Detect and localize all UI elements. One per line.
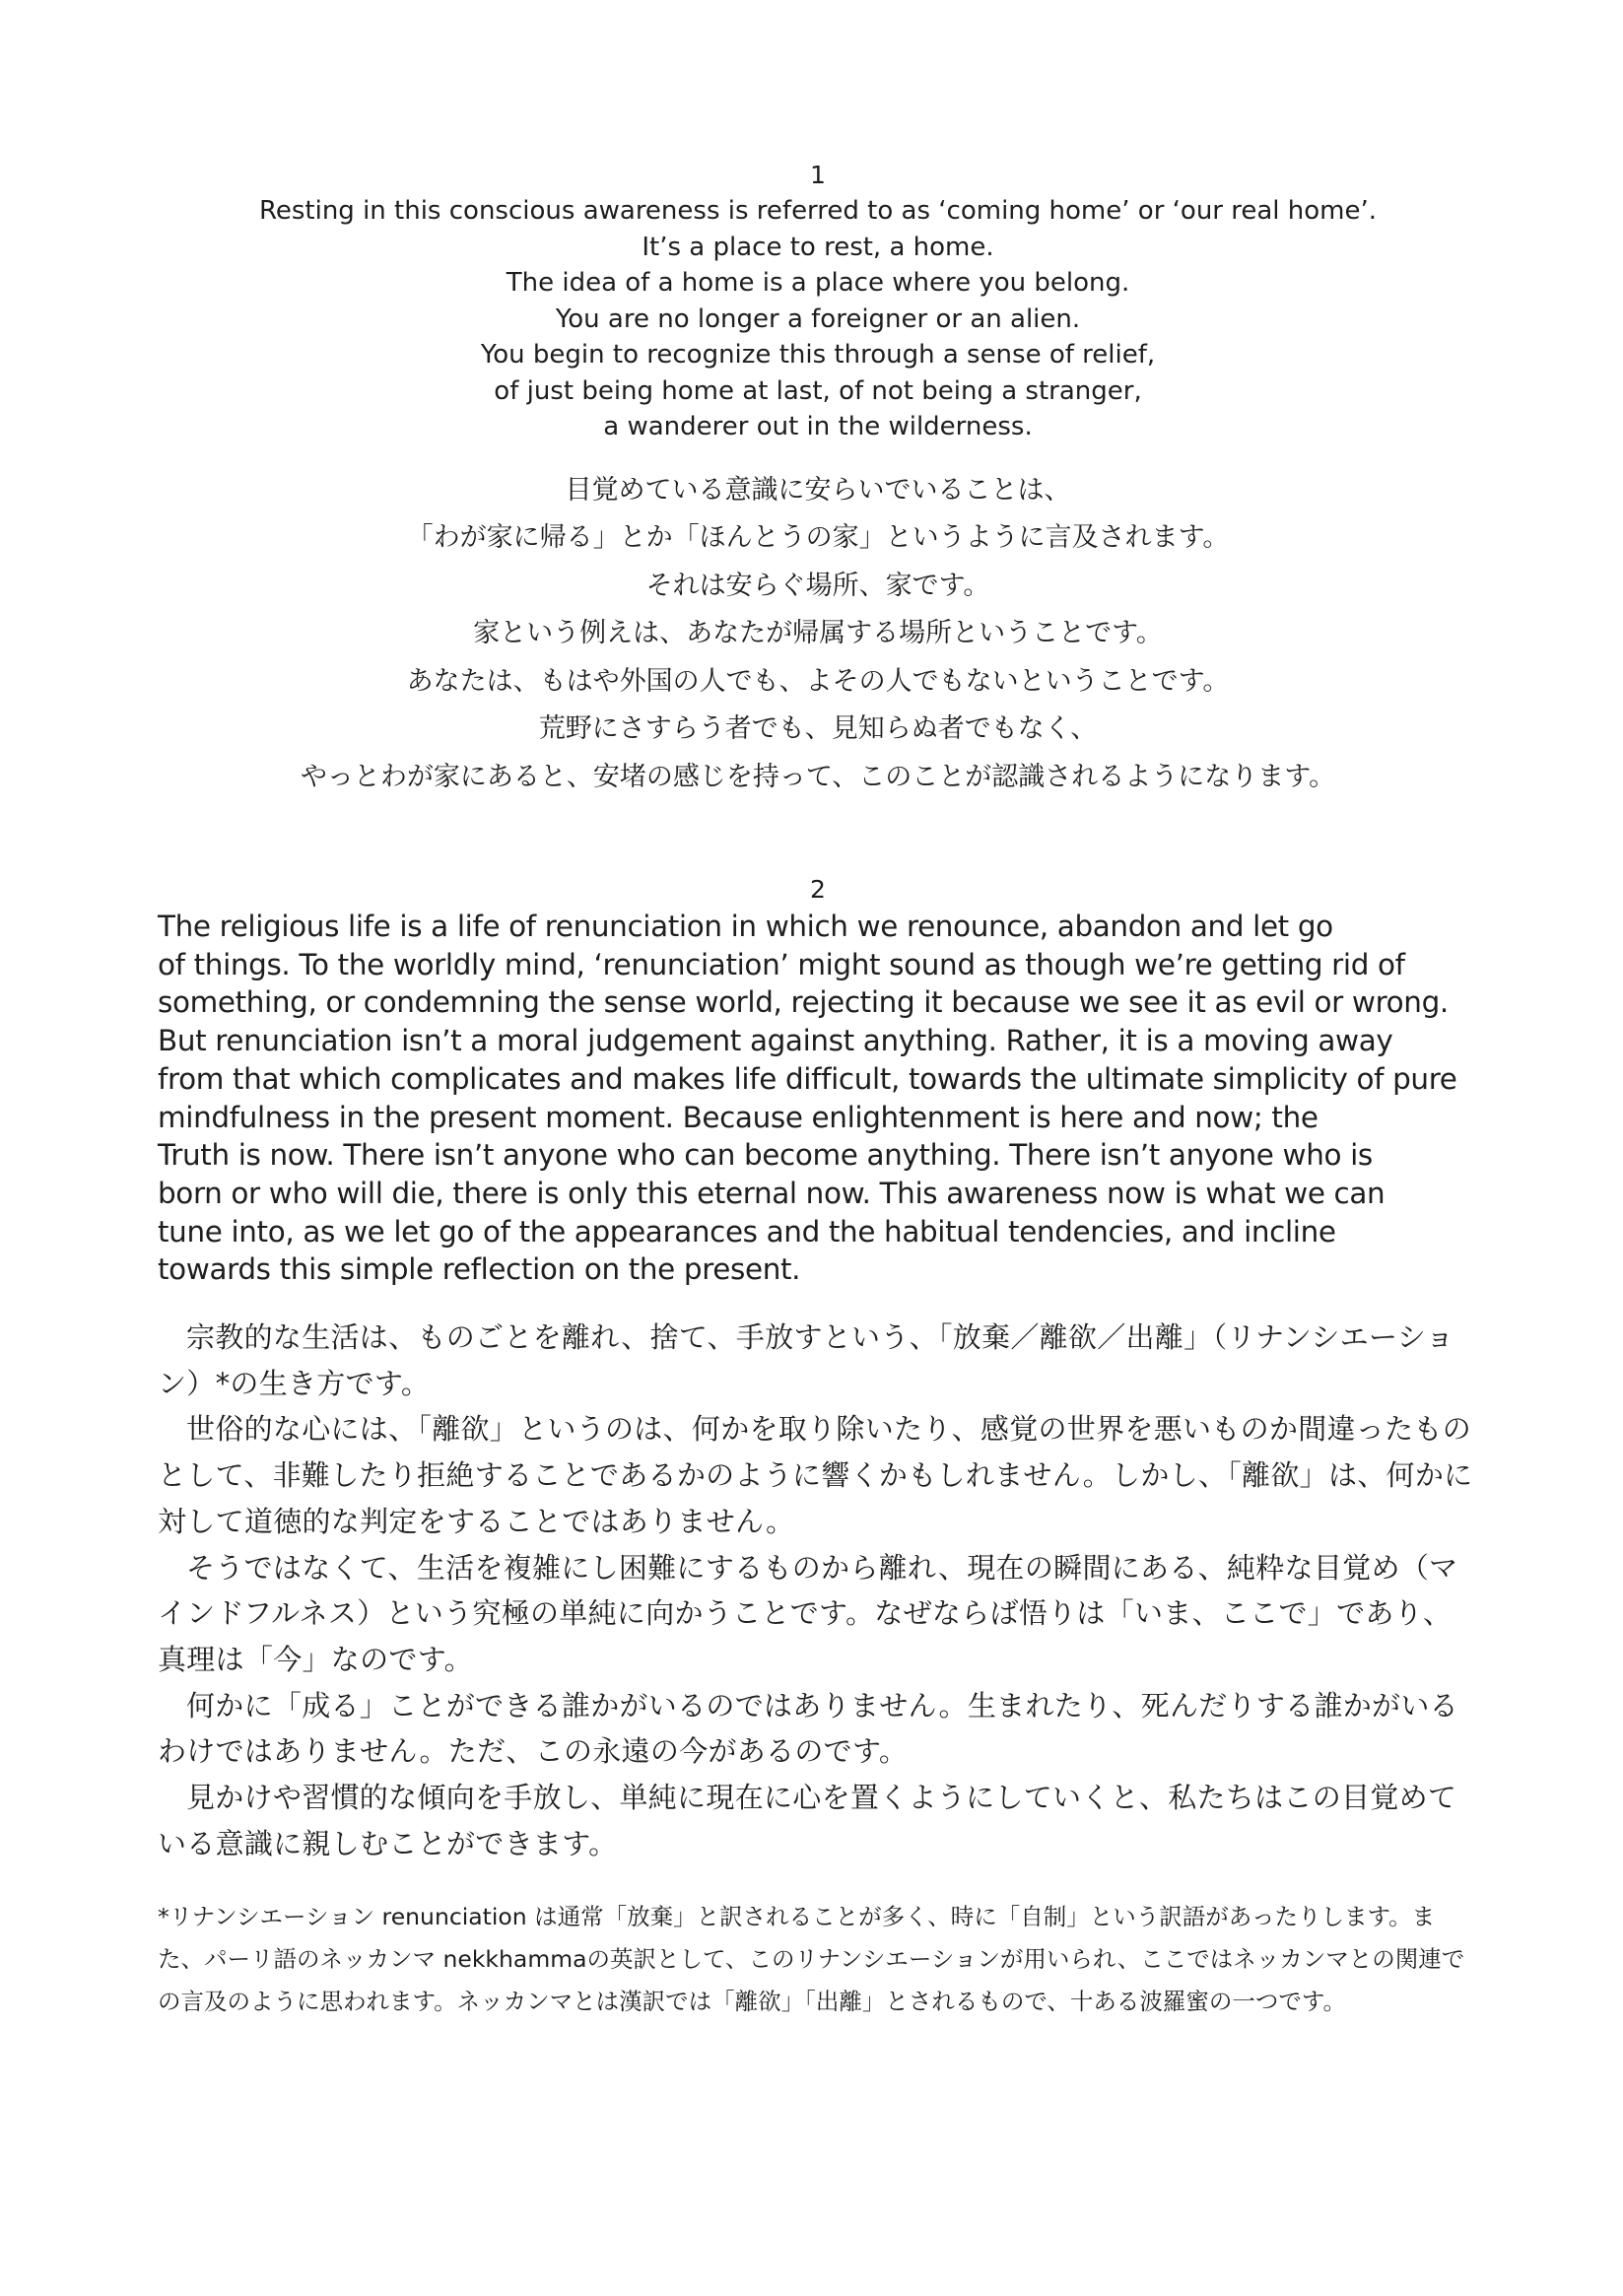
- english-line: of things. To the worldly mind, ‘renunciation’ might sound as though we’re getting rid of: [158, 947, 1405, 981]
- english-line: You begin to recognize this through a sense of relief,: [480, 340, 1156, 370]
- section-number: 1: [810, 161, 826, 189]
- english-line: Truth is now. There isn’t anyone who can become anything. There isn’t anyone who is: [158, 1138, 1373, 1173]
- footnote: [158, 1896, 1478, 2023]
- english-line: of just being home at last, of not being a stranger,: [494, 375, 1142, 406]
- section-spacer: [158, 801, 1478, 872]
- english-passage-2: [158, 908, 1478, 1289]
- english-line: But renunciation isn’t a moral judgement against anything. Rather, it is a moving away: [158, 1024, 1393, 1058]
- japanese-passage-1: [158, 467, 1478, 802]
- english-line: from that which complicates and makes life difficult, towards the ultimate simplicity of pure: [158, 1061, 1457, 1096]
- japanese-line: それは安らぐ場所、家です。: [645, 570, 990, 601]
- japanese-passage-2: [158, 1315, 1478, 1866]
- footnote-text: *リナンシエーション renunciation は通常「放棄」と訳されることが多く、時に「自制」という訳語があったりします。また、パーリ語のネッカンマ nekkhammaの英訳として、このリナンシエーションが用いられ、ここではネッカンマとの関連での言及のように思われます。ネッカンマとは漢訳では「離欲」「出離」とされるもので、十ある波羅蜜の一つです。: [158, 1903, 1465, 2016]
- english-line: You are no longer a foreigner or an alien.: [555, 304, 1081, 334]
- english-passage-1: [158, 193, 1478, 445]
- english-line: something, or condemning the sense world, rejecting it because we see it as evil or wrong.: [158, 985, 1449, 1020]
- english-line: The religious life is a life of renunciation in which we renounce, abandon and let go: [158, 910, 1333, 943]
- japanese-line: 荒野にさすらう者でも、見知らぬ者でもなく、: [538, 713, 1098, 744]
- english-line: Resting in this conscious awareness is referred to as ‘coming home’ or ‘our real home’.: [258, 196, 1378, 226]
- japanese-paragraph: 宗教的な生活は、ものごとを離れ、捨て、手放すという、「放棄／離欲／出離」（リナンシエーション）*の生き方です。: [158, 1320, 1454, 1400]
- japanese-line: あなたは、もはや外国の人でも、よその人でもないということです。: [406, 665, 1230, 697]
- japanese-line: 家という例えは、あなたが帰属する場所ということです。: [473, 618, 1163, 648]
- document-page: [158, 158, 1478, 2023]
- japanese-line: やっとわが家にあると、安堵の感じを持って、このことが認識されるようになります。: [300, 761, 1336, 792]
- english-line: It’s a place to rest, a home.: [642, 232, 994, 262]
- english-line: mindfulness in the present moment. Because enlightenment is here and now; the: [158, 1100, 1319, 1134]
- english-line: a wanderer out in the wilderness.: [603, 412, 1033, 441]
- english-line: tune into, as we let go of the appearances and the habitual tendencies, and incline: [158, 1214, 1336, 1249]
- japanese-paragraph: そうではなくて、生活を複雑にし困難にするものから離れ、現在の瞬間にある、純粋な目覚め（マインドフルネス）という究極の単純に向かうことです。なぜならば悟りは「いま、ここで」であり、真理は「今」なのです。: [158, 1550, 1458, 1676]
- japanese-line: 「わが家に帰る」とか「ほんとうの家」というように言及されます。: [406, 522, 1230, 553]
- japanese-paragraph: 何かに「成る」ことができる誰かがいるのではありません。生まれたり、死んだりする誰かがいるわけではありません。ただ、この永遠の今があるのです。: [158, 1688, 1458, 1769]
- japanese-paragraph: 見かけや習慣的な傾向を手放し、単純に現在に心を置くようにしていくと、私たちはこの目覚めている意識に親しむことができます。: [158, 1781, 1457, 1860]
- japanese-line: 目覚めている意識に安らいでいることは、: [565, 474, 1071, 506]
- english-line: The idea of a home is a place where you belong.: [506, 268, 1130, 298]
- section-number: 2: [810, 875, 826, 904]
- japanese-paragraph: 世俗的な心には、「離欲」というのは、何かを取り除いたり、感覚の世界を悪いものか間違ったものとして、非難したり拒絶することであるかのように響くかもしれません。しかし、「離欲」は、何かに対して道徳的な判定をすることではありません。: [158, 1412, 1473, 1538]
- english-line: towards this simple reflection on the present.: [158, 1252, 801, 1287]
- english-line: born or who will die, there is only this eternal now. This awareness now is what we can: [158, 1176, 1386, 1210]
